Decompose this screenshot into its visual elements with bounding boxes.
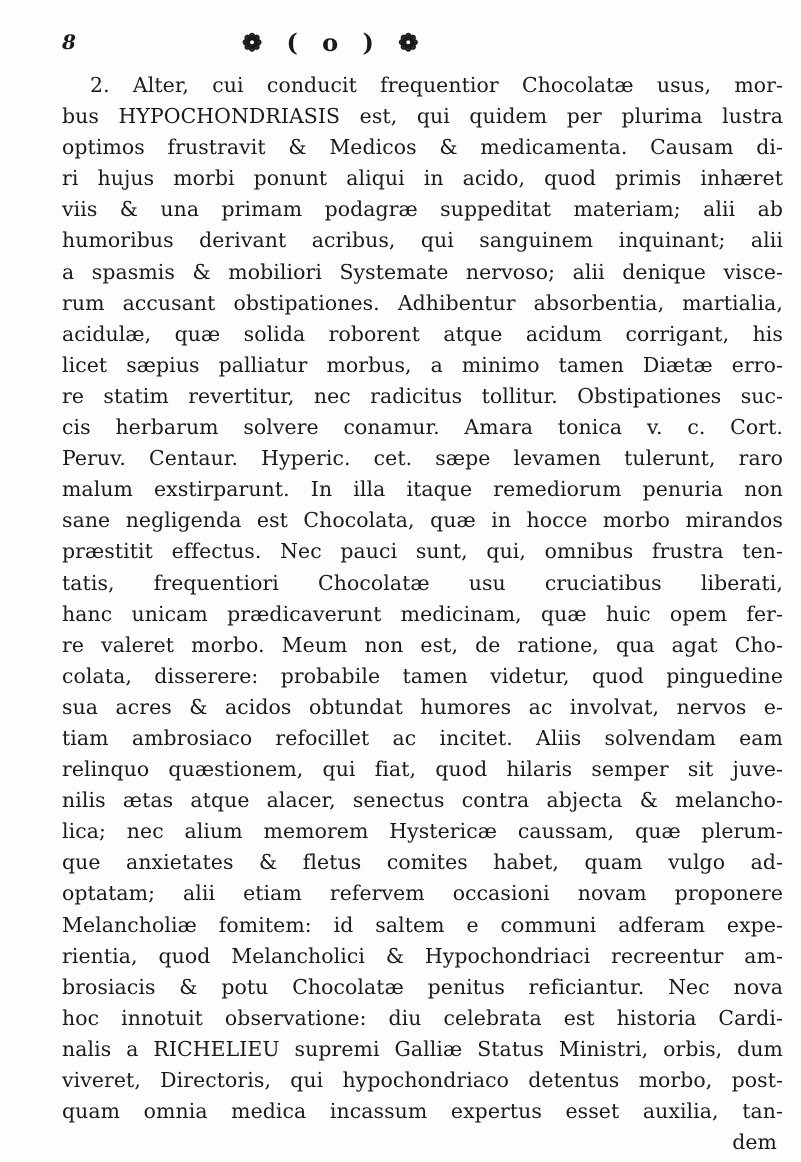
text-line: sane negligenda est Chocolata, quæ in hocce morbo mirandos [62, 508, 783, 533]
text-line: hanc unicam prædicaverunt medicinam, quæ huic opem fer- [62, 601, 783, 626]
text-line: quam omnia medica incassum expertus esset auxilia, tan- [62, 1099, 783, 1124]
text-line: optimos frustravit & Medicos & medicamenta. Causam di- [62, 135, 783, 160]
text-line: nalis a RICHELIEU supremi Galliæ Status Ministri, orbis, dum [62, 1036, 783, 1061]
text-line: rum accusant obstipationes. Adhibentur absorbentia, martialia, [62, 290, 783, 315]
text-line: a spasmis & mobiliori Systemate nervoso; alii denique visce- [62, 259, 783, 284]
body-text [62, 70, 783, 1158]
text-line: lica; nec alium memorem Hystericæ caussam, quæ plerum- [62, 819, 783, 844]
text-line: hoc innotuit observatione: diu celebrata est historia Cardi- [62, 1005, 783, 1030]
text-line: bus HYPOCHONDRIASIS est, qui quidem per plurima lustra [62, 104, 783, 129]
text-line: humoribus derivant acribus, qui sanguinem inquinant; alii [62, 228, 783, 253]
text-line: relinquo quæstionem, qui fiat, quod hilaris semper sit juve- [62, 757, 783, 782]
text-line: viis & una primam podagræ suppeditat materiam; alii ab [62, 197, 783, 222]
text-line: optatam; alii etiam refervem occasioni novam proponere [62, 881, 783, 906]
catchword: dem [732, 1130, 777, 1155]
text-line: nilis ætas atque alacer, senectus contra abjecta & melancho- [62, 788, 783, 813]
text-line: viveret, Directoris, qui hypochondriaco detentus morbo, post- [62, 1068, 783, 1092]
text-line: re valeret morbo. Meum non est, de ratione, qua agat Cho- [62, 632, 783, 657]
text-line: malum exstirparunt. In illa itaque remediorum penuria non [62, 477, 783, 502]
text-line: tiam ambrosiaco refocillet ac incitet. Aliis solvendam eam [62, 725, 783, 750]
page-number: 8 [62, 30, 76, 54]
text-line: que anxietates & fletus comites habet, quam vulgo ad- [62, 850, 783, 875]
text-line: Peruv. Centaur. Hyperic. cet. sæpe levamen tulerunt, raro [62, 446, 783, 471]
text-line: ri hujus morbi ponunt aliqui in acido, quod primis inhæret [62, 166, 783, 191]
text-line: tatis, frequentiori Chocolatæ usu cruciatibus liberati, [62, 570, 783, 595]
text-line: brosiacis & potu Chocolatæ penitus reficiantur. Nec nova [62, 974, 783, 999]
text-line: 2. Alter, cui conducit frequentior Chocolatæ usus, mor- [90, 73, 783, 97]
text-line: rientia, quod Melancholici & Hypochondriaci recreentur am- [62, 943, 783, 968]
text-line: acidulæ, quæ solida roborent atque acidum corrigant, his [62, 321, 783, 346]
text-line: præstitit effectus. Nec pauci sunt, qui, omnibus frustra ten- [62, 539, 783, 564]
folio-ornament: ❁ ( o ) ❁ [242, 28, 427, 57]
text-line: Melancholiæ fomitem: id saltem e communi adferam expe- [62, 912, 783, 937]
text-line: colata, disserere: probabile tamen videtur, quod pinguedine [62, 663, 783, 688]
text-line: sua acres & acidos obtundat humores ac involvat, nervos e- [62, 694, 783, 719]
text-line: re statim revertitur, nec radicitus tollitur. Obstipationes suc- [62, 383, 783, 408]
running-head [62, 24, 783, 64]
text-line: cis herbarum solvere conamur. Amara tonica v. c. Cort. [62, 415, 783, 440]
text-line: licet sæpius palliatur morbus, a minimo tamen Diætæ erro- [62, 352, 783, 377]
